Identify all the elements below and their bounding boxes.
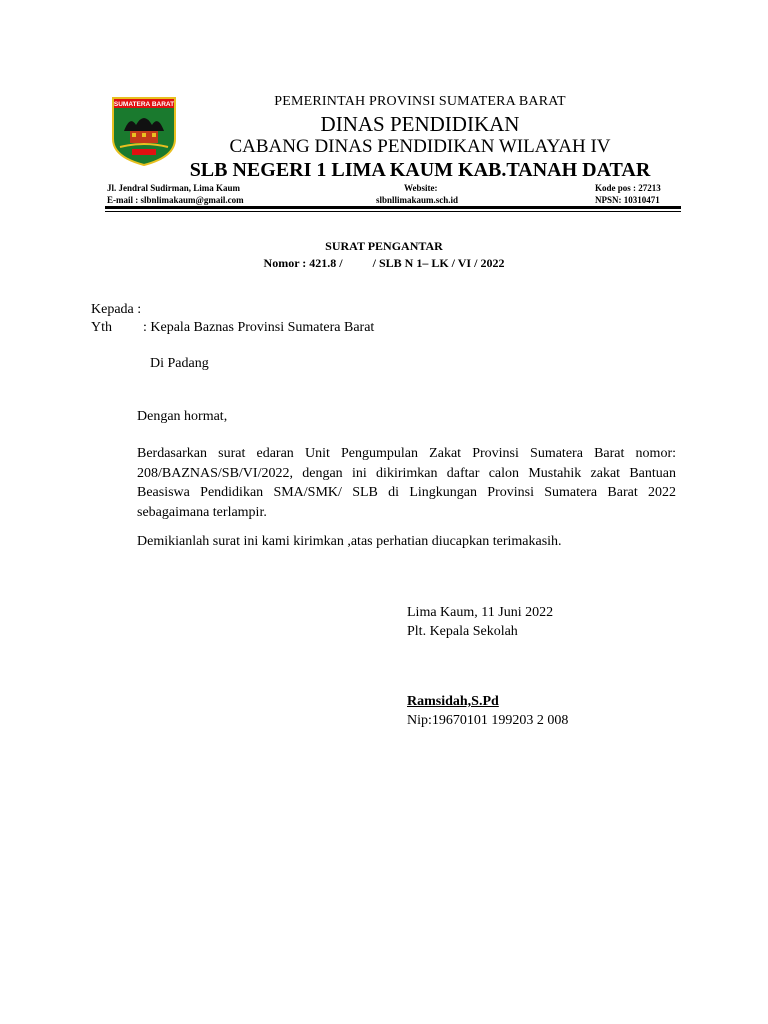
website-label: Website: [404, 183, 438, 193]
signer-nip: Nip:19670101 199203 2 008 [407, 713, 569, 728]
signer-position: Plt. Kepala Sekolah [407, 624, 518, 639]
signer-name: Ramsidah,S.Pd [407, 694, 499, 709]
department-title: DINAS PENDIDIKAN [320, 112, 520, 136]
branch-title: CABANG DINAS PENDIDIKAN WILAYAH IV [229, 136, 611, 157]
recipient-location: Di Padang [150, 356, 209, 371]
header-rule-thick [105, 206, 681, 209]
body-paragraph-2: Demikianlah surat ini kami kirimkan ,atas perhatian diucapkan terimakasih. [137, 534, 562, 549]
school-title: SLB NEGERI 1 LIMA KAUM KAB.TANAH DATAR [189, 159, 651, 181]
body-paragraph-1: Berdasarkan surat edaran Unit Pengumpulan Zakat Provinsi Sumatera Barat nomor: 208/BAZNAS/SB/VI/2022, dengan ini dikirimkan daftar calon Mustahik zakat Bantuan Beasiswa Pendidikan SMA/SMK/ SLB di Lingkungan Provinsi Sumatera Barat 2022 sebagaimana terlampir. [137, 446, 676, 520]
letter-number: Nomor : 421.8 / / SLB N 1– LK / VI / 2022 [263, 256, 505, 270]
school-address: Jl. Jendral Sudirman, Lima Kaum [107, 183, 241, 193]
greeting: Dengan hormat, [137, 409, 228, 424]
postal-code: Kode pos : 27213 [595, 183, 661, 193]
school-website: slbnllimakaum.sch.id [376, 195, 459, 205]
npsn-number: NPSN: 10310471 [595, 195, 660, 205]
header-rule-thin [105, 211, 681, 212]
school-email: E-mail : slbnlimakaum@gmail.com [107, 195, 244, 205]
place-date: Lima Kaum, 11 Juni 2022 [407, 605, 554, 620]
yth-label: Yth [91, 320, 112, 335]
recipient-name: : Kepala Baznas Provinsi Sumatera Barat [143, 320, 375, 335]
letter-title: SURAT PENGANTAR [325, 239, 443, 253]
government-title: PEMERINTAH PROVINSI SUMATERA BARAT [274, 94, 566, 109]
emblem-banner-text: SUMATERA BARAT [113, 101, 175, 108]
recipient-label: Kepada : [91, 302, 142, 317]
